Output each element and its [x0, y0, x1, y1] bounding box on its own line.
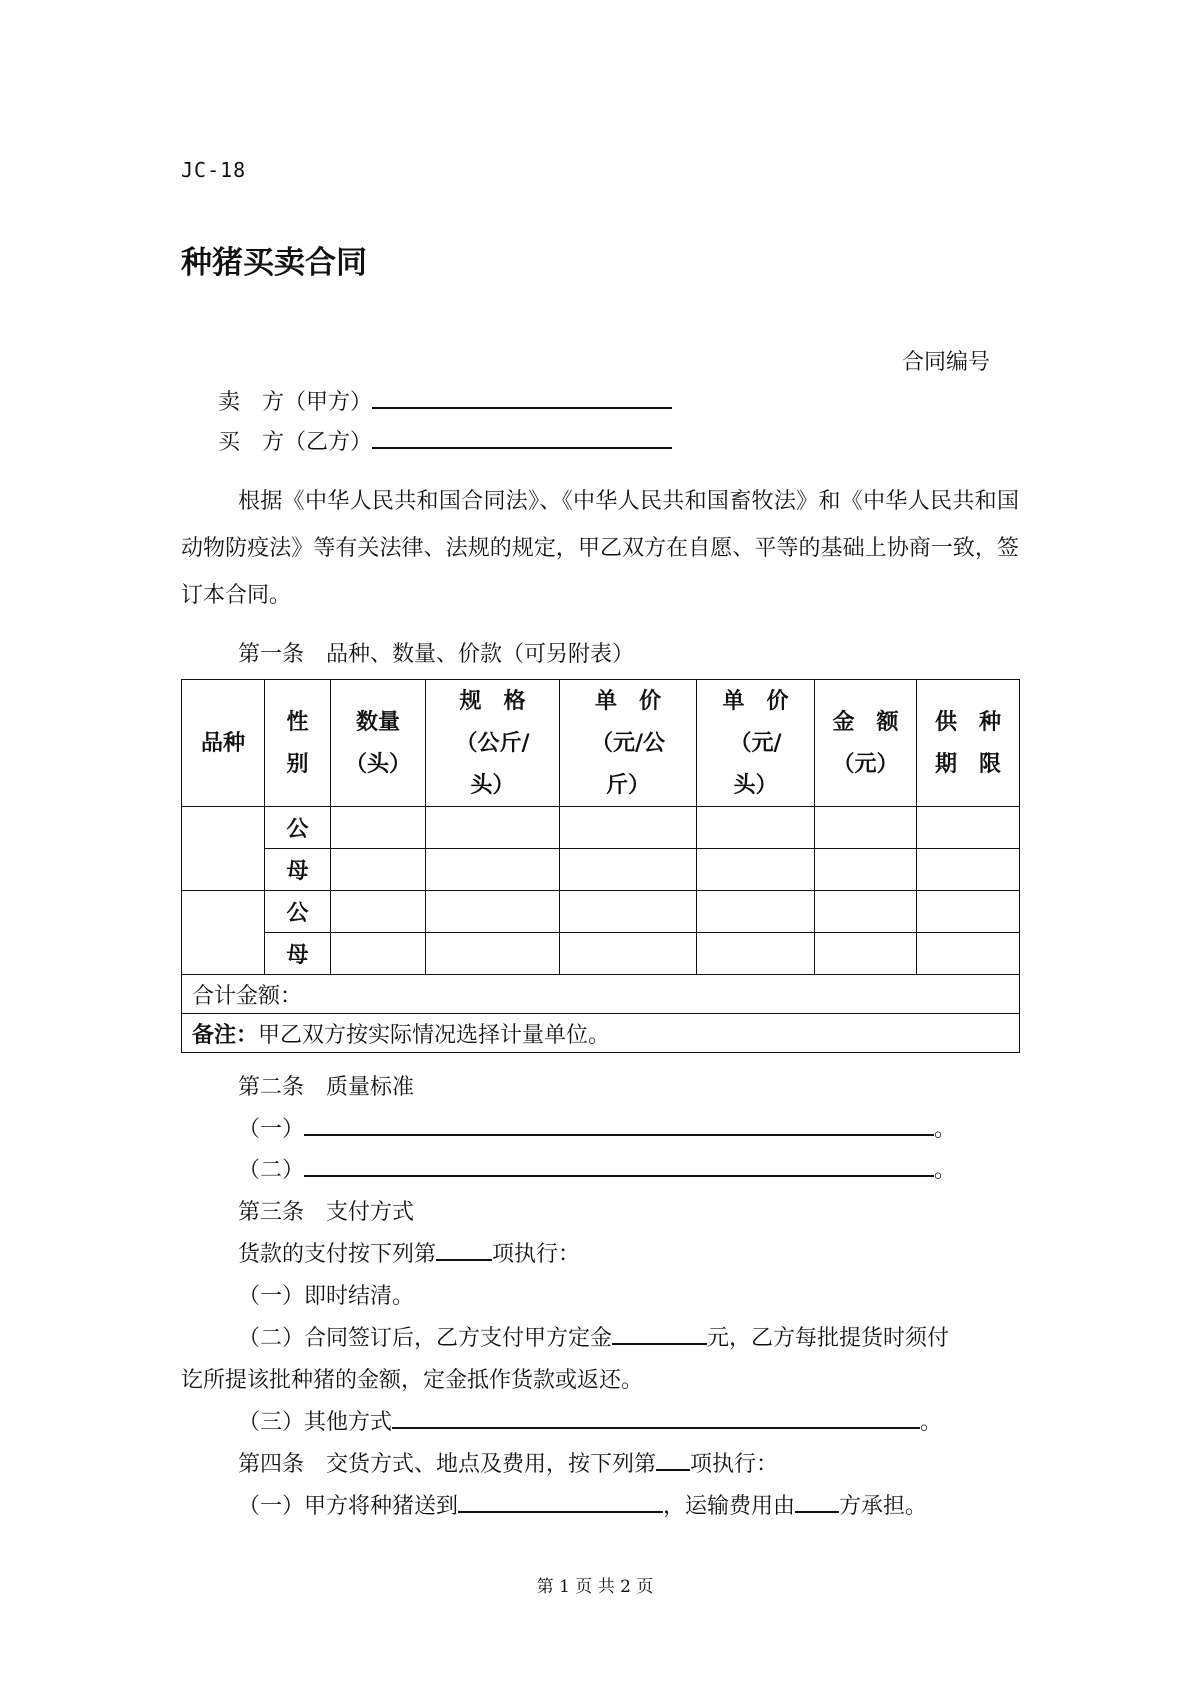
- cell[interactable]: [815, 933, 917, 975]
- total-amount-label: 合计金额：: [192, 983, 303, 1009]
- article2-item1: （一） 。: [238, 1112, 956, 1143]
- sex-cell: 母: [265, 933, 331, 975]
- delivery-location-blank[interactable]: [458, 1491, 663, 1513]
- cell[interactable]: [917, 849, 1020, 891]
- table-header-row: [182, 680, 1020, 807]
- header-quantity: 数量 （头）: [331, 680, 426, 807]
- header-sex: 性 别: [265, 680, 331, 807]
- article3-item3: （三）其他方式 。: [238, 1405, 942, 1436]
- product-table: [181, 679, 1020, 1053]
- header-amount: 金 额 （元）: [815, 680, 917, 807]
- article4-item1: （一）甲方将种猪送到 ，运输费用由 方承担。: [238, 1489, 927, 1520]
- cell[interactable]: [815, 807, 917, 849]
- cell[interactable]: [426, 933, 560, 975]
- total-row: [182, 975, 1020, 1014]
- cell[interactable]: [331, 807, 426, 849]
- breed-cell[interactable]: [182, 807, 265, 891]
- preamble: 根据《中华人民共和国合同法》、《中华人民共和国畜牧法》和《中华人民共和国动物防疫法》等有关法律、法规的规定，甲乙双方在自愿、平等的基础上协商一致，签订本合同。: [181, 489, 1019, 608]
- seller-label-suffix: 方（甲方）: [262, 390, 373, 415]
- article2-item2: （二） 。: [238, 1153, 956, 1184]
- header-unit-price-kg: 单 价 （元/公 斤）: [560, 680, 697, 807]
- cell[interactable]: [331, 933, 426, 975]
- note-cell: [182, 1014, 1020, 1053]
- sex-cell: 公: [265, 891, 331, 933]
- buyer-line: [218, 425, 672, 456]
- quality-standard-blank-1[interactable]: [304, 1114, 934, 1136]
- deposit-blank[interactable]: [612, 1323, 707, 1345]
- table-row: [182, 891, 1020, 933]
- cell[interactable]: [917, 807, 1020, 849]
- table-row: [182, 933, 1020, 975]
- seller-blank[interactable]: [372, 387, 672, 409]
- cell[interactable]: [560, 849, 697, 891]
- cell[interactable]: [697, 933, 815, 975]
- cell[interactable]: [917, 933, 1020, 975]
- transport-cost-party-blank[interactable]: [795, 1491, 839, 1513]
- buyer-blank[interactable]: [372, 427, 672, 449]
- article3-item2: （二）合同签订后，乙方支付甲方定金 元，乙方每批提货时须付: [238, 1321, 949, 1352]
- article3-item1: （一）即时结清。: [238, 1284, 415, 1309]
- article3-heading: 第三条 支付方式: [238, 1200, 415, 1225]
- page-title: 种猪买卖合同: [181, 245, 367, 281]
- cell[interactable]: [815, 891, 917, 933]
- cell[interactable]: [426, 891, 560, 933]
- header-unit-price-head: 单 价 （元/ 头）: [697, 680, 815, 807]
- article3-intro: 货款的支付按下列第 项执行：: [238, 1237, 580, 1268]
- document-code: JC-18: [181, 158, 247, 182]
- sex-cell: 母: [265, 849, 331, 891]
- page-footer: 第 1 页 共 2 页: [536, 1577, 654, 1597]
- cell[interactable]: [697, 849, 815, 891]
- header-breed: 品种: [182, 680, 265, 807]
- buyer-label: 买: [218, 430, 241, 455]
- table-row: [182, 849, 1020, 891]
- cell[interactable]: [697, 891, 815, 933]
- article4-heading: 第四条 交货方式、地点及费用，按下列第 项执行：: [238, 1447, 778, 1478]
- buyer-label-suffix: 方（乙方）: [262, 430, 373, 455]
- cell[interactable]: [560, 891, 697, 933]
- other-payment-blank[interactable]: [392, 1407, 920, 1429]
- delivery-option-blank[interactable]: [656, 1449, 690, 1471]
- article3-item2-cont: 讫所提该批种猪的金额，定金抵作货款或返还。: [181, 1368, 644, 1393]
- seller-label: 卖: [218, 390, 241, 415]
- cell[interactable]: [917, 891, 1020, 933]
- cell[interactable]: [815, 849, 917, 891]
- cell[interactable]: [560, 807, 697, 849]
- quality-standard-blank-2[interactable]: [304, 1155, 934, 1177]
- total-amount-cell[interactable]: [182, 975, 1020, 1014]
- article1-heading: 第一条 品种、数量、价款（可另附表）: [238, 642, 635, 667]
- cell[interactable]: [331, 849, 426, 891]
- cell[interactable]: [697, 807, 815, 849]
- cell[interactable]: [331, 891, 426, 933]
- contract-number-label: 合同编号: [901, 350, 990, 375]
- table-row: [182, 807, 1020, 849]
- seller-line: [218, 385, 672, 416]
- payment-option-blank[interactable]: [436, 1239, 492, 1261]
- header-supply-period: 供 种 期 限: [917, 680, 1020, 807]
- cell[interactable]: [560, 933, 697, 975]
- cell[interactable]: [426, 807, 560, 849]
- cell[interactable]: [426, 849, 560, 891]
- breed-cell[interactable]: [182, 891, 265, 975]
- sex-cell: 公: [265, 807, 331, 849]
- article2-heading: 第二条 质量标准: [238, 1075, 415, 1100]
- header-spec: 规 格 （公斤/ 头）: [426, 680, 560, 807]
- note-row: [182, 1014, 1020, 1053]
- note-text: 甲乙双方按实际情况选择计量单位。: [258, 1022, 611, 1048]
- note-label: 备注：: [192, 1021, 259, 1048]
